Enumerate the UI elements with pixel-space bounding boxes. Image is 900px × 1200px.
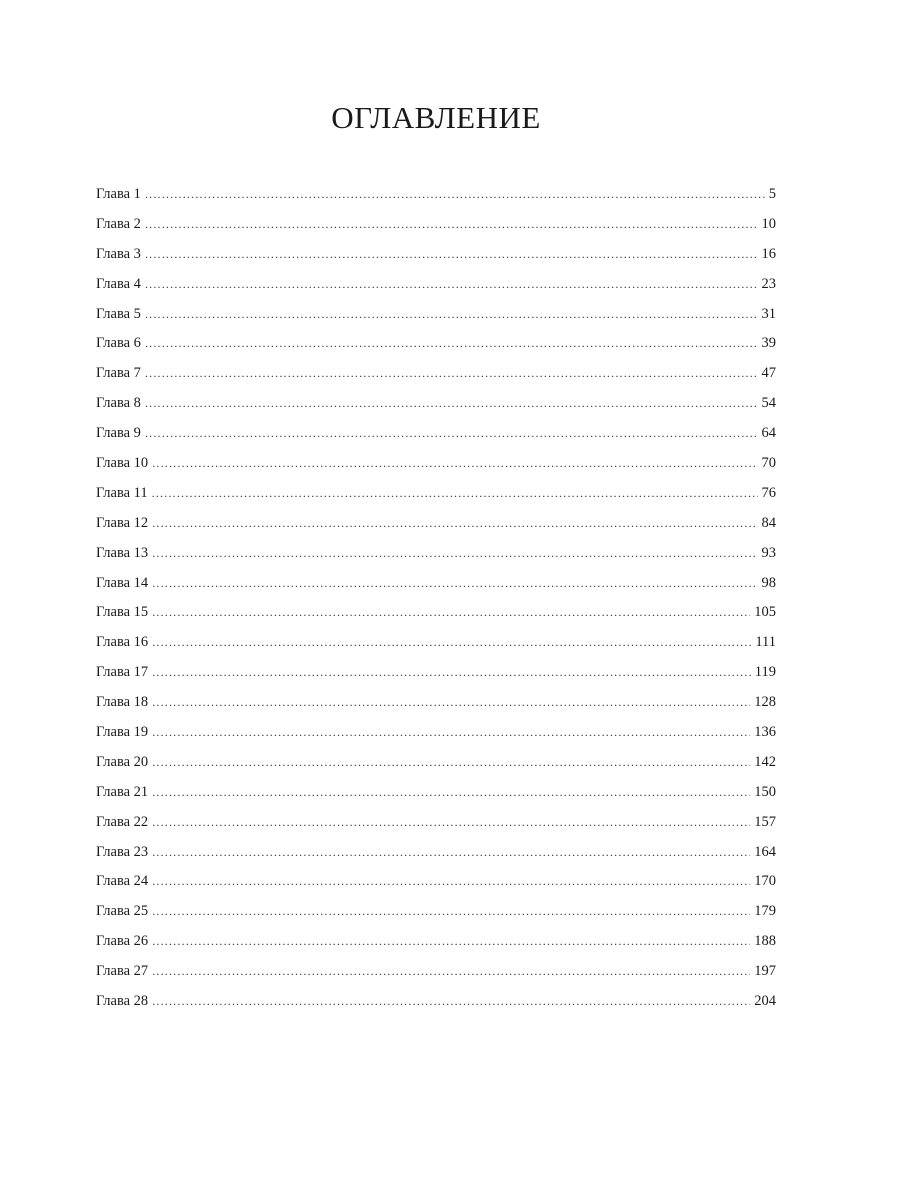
toc-entry-page: 31	[761, 305, 776, 322]
toc-entry-label: Глава 16	[96, 634, 149, 651]
toc-entry[interactable]	[96, 658, 776, 688]
toc-entry[interactable]	[96, 329, 776, 359]
toc-entry[interactable]	[96, 180, 776, 210]
toc-entry-page: 10	[761, 215, 776, 232]
toc-entry-label: Глава 28	[96, 993, 149, 1010]
toc-entry-page: 5	[768, 186, 776, 202]
toc-entry-page: 119	[754, 664, 776, 681]
dot-leader	[152, 867, 750, 897]
toc-entry-label: Глава 20	[96, 753, 149, 770]
dot-leader	[145, 210, 758, 240]
toc-entry[interactable]	[96, 569, 776, 599]
dot-leader	[152, 957, 750, 987]
dot-leader	[152, 479, 758, 509]
dot-leader	[152, 539, 757, 569]
toc-entry-page: 204	[754, 993, 776, 1010]
dot-leader	[152, 897, 750, 927]
dot-leader	[145, 329, 758, 359]
toc-entry-label: Глава 18	[96, 694, 149, 711]
toc-entry[interactable]	[96, 509, 776, 539]
toc-entry-page: 128	[754, 694, 776, 711]
toc-entry-page: 47	[761, 365, 776, 382]
toc-entry[interactable]	[96, 987, 776, 1017]
toc-entry[interactable]	[96, 808, 776, 838]
toc-entry-page: 136	[754, 724, 776, 741]
dot-leader	[145, 419, 758, 449]
dot-leader	[145, 240, 758, 270]
toc-entry[interactable]	[96, 718, 776, 748]
toc-entry-page: 142	[754, 753, 776, 770]
toc-entry[interactable]	[96, 240, 776, 270]
toc-entry-label: Глава 12	[96, 514, 149, 531]
toc-entry-page: 179	[754, 903, 776, 920]
toc-entry-label: Глава 9	[96, 425, 141, 442]
toc-entry-label: Глава 10	[96, 455, 149, 472]
toc-entry-label: Глава 2	[96, 215, 141, 232]
toc-entry-label: Глава 22	[96, 813, 149, 830]
toc-entry-page: 76	[761, 484, 776, 501]
dot-leader	[152, 658, 751, 688]
toc-entry-label: Глава 25	[96, 903, 149, 920]
toc-entry[interactable]	[96, 778, 776, 808]
toc-entry-label: Глава 11	[96, 484, 148, 501]
dot-leader	[145, 389, 758, 419]
toc-entry-label: Глава 15	[96, 604, 149, 621]
dot-leader	[152, 628, 751, 658]
toc-entry[interactable]	[96, 539, 776, 569]
dot-leader	[152, 688, 750, 718]
toc-entry-label: Глава 14	[96, 574, 149, 591]
toc-entry-label: Глава 3	[96, 245, 141, 262]
toc-entry-label: Глава 6	[96, 335, 141, 352]
dot-leader	[152, 987, 750, 1017]
toc-entry[interactable]	[96, 300, 776, 330]
toc-entry-page: 188	[754, 933, 776, 950]
page-title: ОГЛАВЛЕНИЕ	[331, 100, 541, 135]
toc-entry-page: 54	[761, 395, 776, 412]
dot-leader	[152, 509, 757, 539]
dot-leader	[152, 569, 757, 599]
toc-entry[interactable]	[96, 210, 776, 240]
toc-entry-label: Глава 19	[96, 724, 149, 741]
dot-leader	[145, 300, 758, 330]
toc-entry-label: Глава 7	[96, 365, 141, 382]
toc-entry-page: 170	[754, 873, 776, 890]
dot-leader	[152, 598, 750, 628]
toc-entry-label: Глава 1	[96, 186, 141, 202]
toc-entry-page: 150	[754, 783, 776, 800]
toc-entry-page: 157	[754, 813, 776, 830]
toc-entry-page: 64	[761, 425, 776, 442]
toc-entry[interactable]	[96, 359, 776, 389]
toc-entry[interactable]	[96, 419, 776, 449]
toc-entry[interactable]	[96, 479, 776, 509]
toc-entry-label: Глава 24	[96, 873, 149, 890]
toc-entry-page: 16	[761, 245, 776, 262]
toc-entry[interactable]	[96, 838, 776, 868]
toc-entry[interactable]	[96, 867, 776, 897]
toc-entry-label: Глава 17	[96, 664, 149, 681]
toc-entry[interactable]	[96, 628, 776, 658]
dot-leader	[152, 927, 750, 957]
toc-entry-label: Глава 5	[96, 305, 141, 322]
toc-entry-label: Глава 26	[96, 933, 149, 950]
dot-leader	[145, 180, 765, 210]
toc-entry-page: 98	[761, 574, 776, 591]
dot-leader	[145, 359, 758, 389]
toc-entry[interactable]	[96, 598, 776, 628]
dot-leader	[152, 748, 750, 778]
toc-entry-page: 93	[761, 544, 776, 561]
toc-entry[interactable]	[96, 748, 776, 778]
toc-entry-label: Глава 21	[96, 783, 149, 800]
dot-leader	[152, 808, 750, 838]
toc-entry-page: 164	[754, 843, 776, 860]
toc-entry-label: Глава 8	[96, 395, 141, 412]
toc-entry[interactable]	[96, 449, 776, 479]
dot-leader	[152, 718, 750, 748]
toc-entry[interactable]	[96, 688, 776, 718]
toc-entry[interactable]	[96, 897, 776, 927]
dot-leader	[152, 838, 750, 868]
toc-entry-label: Глава 27	[96, 963, 149, 980]
toc-entry-label: Глава 23	[96, 843, 149, 860]
toc-entry-page: 197	[754, 963, 776, 980]
dot-leader	[145, 270, 758, 300]
dot-leader	[152, 449, 757, 479]
table-of-contents	[96, 180, 776, 1017]
toc-entry[interactable]	[96, 957, 776, 987]
toc-entry-label: Глава 4	[96, 275, 141, 292]
toc-entry-page: 39	[761, 335, 776, 352]
toc-entry-page: 105	[754, 604, 776, 621]
toc-entry-page: 70	[761, 455, 776, 472]
toc-entry[interactable]	[96, 389, 776, 419]
toc-entry-page: 23	[761, 275, 776, 292]
toc-entry-label: Глава 13	[96, 544, 149, 561]
toc-entry[interactable]	[96, 270, 776, 300]
dot-leader	[152, 778, 750, 808]
toc-entry-page: 84	[761, 514, 776, 531]
toc-entry-page: 111	[755, 634, 776, 651]
toc-entry[interactable]	[96, 927, 776, 957]
